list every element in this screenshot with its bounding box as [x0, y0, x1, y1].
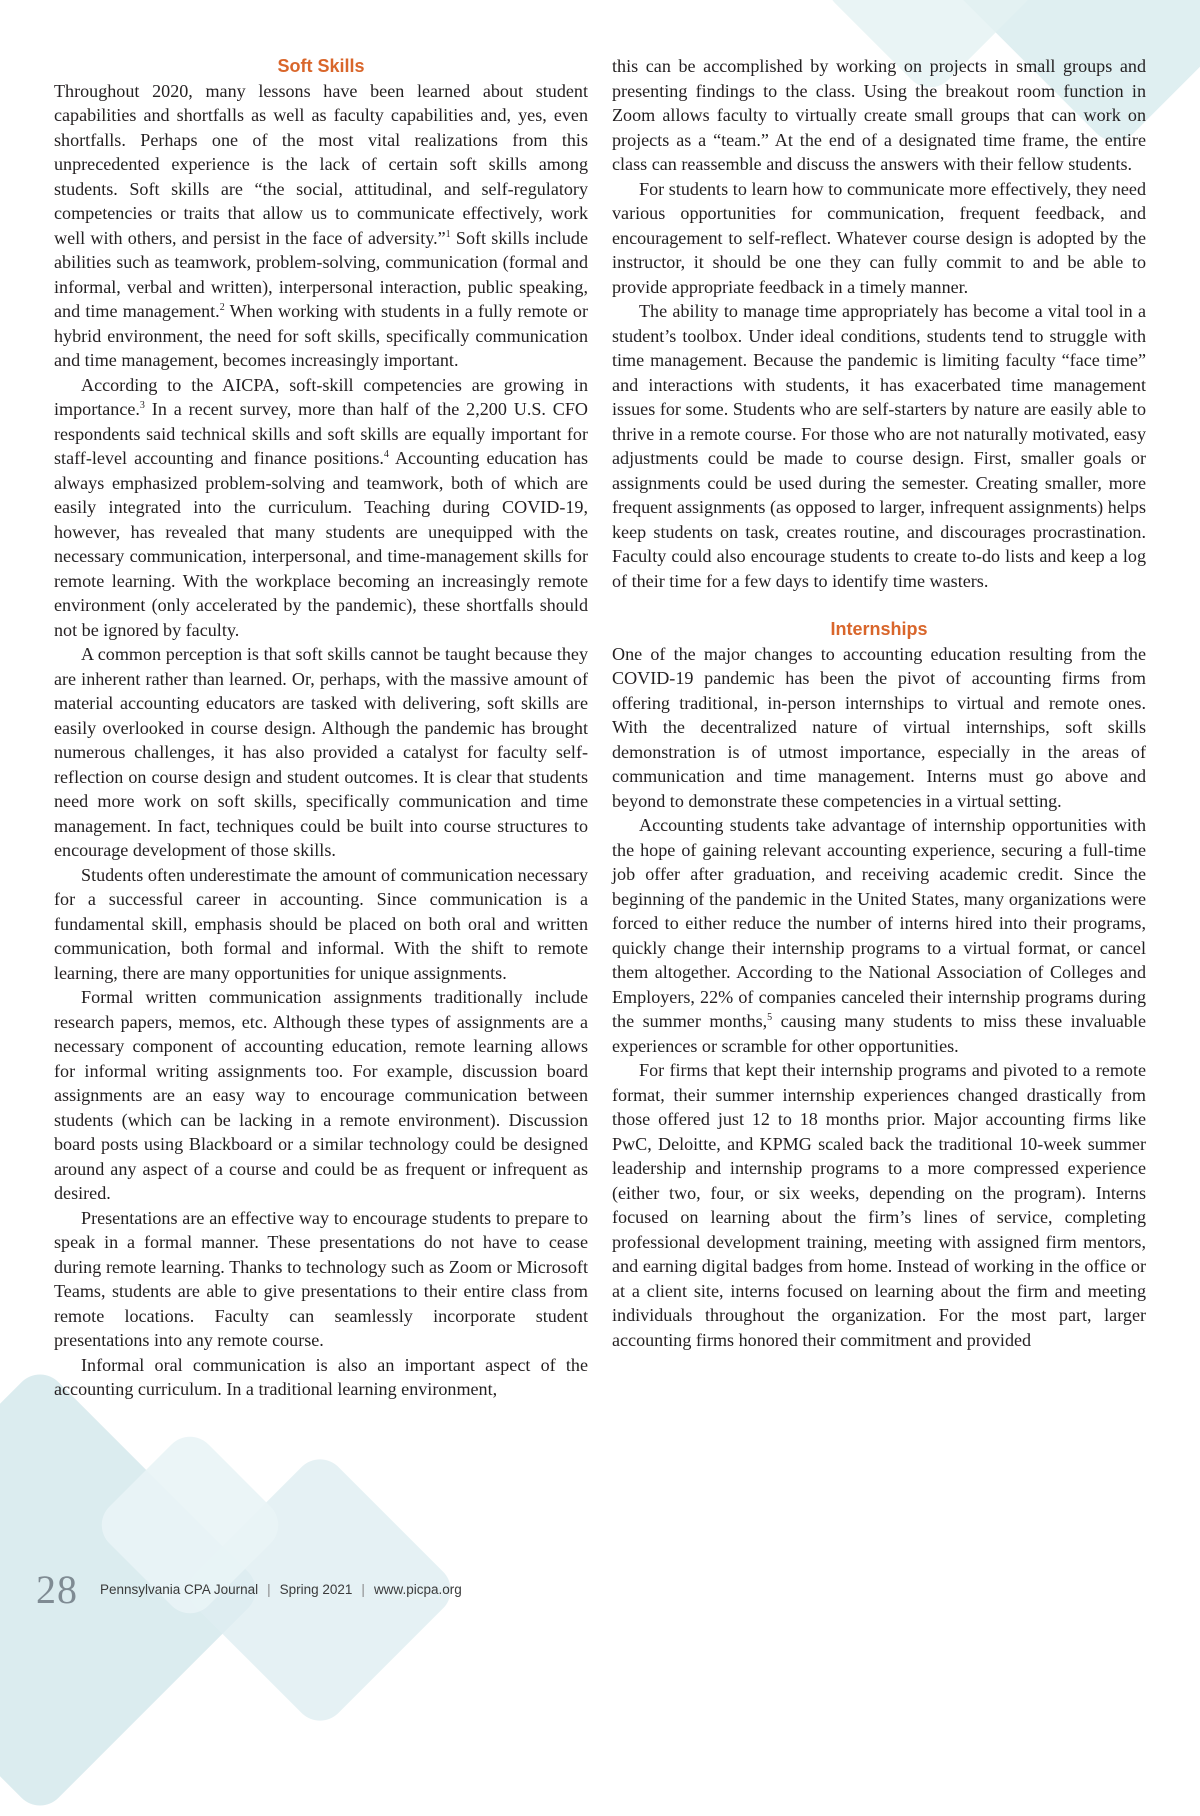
footnote-ref: 1: [445, 228, 451, 240]
footnote-ref: 2: [219, 302, 225, 313]
paragraph: Presentations are an effective way to encourage students to prepare to speak in a formal manner. These presentations do not have to cease during remote learning. Thanks to technology such as Zoom or Microsoft Teams, students are able to give presentations to their entire class from remote locations. Faculty can seamlessly incorporate student presentations into any remote course.: [54, 1207, 588, 1350]
paragraph: For firms that kept their internship programs and pivoted to a remote format, their summer internship experiences changed drastically from those offered just 12 to 18 months prior. Major accounting firms like PwC, Deloitte, and KPMG scaled back the traditional 10-week summer leadership and internship programs to a more compressed experience (either two, four, or six weeks, depending on the program). Interns focused on learning about the firm’s lines of service, completing professional development training, meeting with assigned firm mentors, and earning digital badges from home. Instead of working in the office or at a client site, interns focused on learning about the firm and meeting individuals throughout the organization. For the most part, larger accounting firms honored their commitment and provided: [612, 1060, 1146, 1350]
paragraph: A common perception is that soft skills cannot be taught because they are inherent rather than learned. Or, perhaps, with the massive amount of material accounting educators are tasked with delivering, soft skills are easily overlooked in course design. Although the pandemic has brought numerous challenges, it has also provided a catalyst for faculty self-reflection on course design and student outcomes. It is clear that students need more work on soft skills, specifically communication and time management. In fact, techniques could be built into course structures to encourage development of those skills.: [54, 644, 588, 860]
footnote-ref: 3: [139, 400, 145, 411]
page-footer: [36, 1566, 462, 1612]
paragraph: Accounting students take advantage of internship opportunities with the hope of gaining relevant accounting experience, securing a full-time job offer after graduation, and receiving academic credit. Since the beginning of the pandemic in the United States, many organizations were forced to either reduce the number of interns hired into their programs, quickly change their internship programs to a virtual format, or cancel them altogether. According to the National Association of Colleges and Employers, 22% of companies canceled their internship programs during the summer months,$^5$ causing many students to miss these invaluable experiences or scramble for other opportunities.: [612, 815, 1146, 1056]
section-heading-soft-skills: Soft Skills: [277, 56, 365, 76]
footer-separator: |: [267, 1581, 271, 1597]
page-number: 28: [36, 1566, 78, 1612]
footer-website[interactable]: www.picpa.org: [373, 1581, 462, 1597]
footer-publication: Pennsylvania CPA Journal: [100, 1581, 259, 1597]
paragraph: this can be accomplished by working on projects in small groups and presenting findings to the class. Using the breakout room function in Zoom allows faculty to virtually create small groups that can work on projects as a “team.” At the end of a designated time frame, the entire class can reassemble and discuss the answers with their fellow students.: [612, 56, 1146, 174]
footer-issue: Spring 2021: [279, 1581, 353, 1597]
paragraph: Informal oral communication is also an important aspect of the accounting curriculum. In a traditional learning environment,: [54, 1354, 588, 1399]
section-heading-internships: Internships: [830, 619, 928, 639]
paragraph: Students often underestimate the amount of communication necessary for a successful career in accounting. Since communication is a fundamental skill, emphasis should be placed on both oral and written communication, both formal and informal. With the shift to remote learning, there are many opportunities for unique assignments.: [54, 864, 588, 983]
right-column: [612, 54, 1146, 1352]
left-column: [54, 54, 588, 1402]
paragraph: One of the major changes to accounting education resulting from the COVID-19 pandemic has been the pivot of accounting firms from offering traditional, in-person internships to virtual and remote ones. With the decentralized nature of virtual internships, soft skills demonstration is of utmost importance, especially in the areas of communication and time management. Interns must go above and beyond to demonstrate these competencies in a virtual setting.: [612, 643, 1146, 811]
paragraph: For students to learn how to communicate more effectively, they need various opportunities for communication, frequent feedback, and encouragement to self-reflect. Whatever course design is adopted by the instructor, it should be one they can fully commit to and be able to provide appropriate feedback in a timely manner.: [612, 178, 1146, 297]
footnote-ref: 4: [383, 449, 389, 460]
paragraph: The ability to manage time appropriately has become a vital tool in a student’s toolbox. Under ideal conditions, students tend to struggle with time management. Because the pandemic is limiting faculty “face time” and interactions with students, it has exacerbated time management issues for some. Students who are self-starters by nature are easily able to thrive in a remote course. For those who are not naturally motivated, easy adjustments could be made to course design. First, smaller goals or assignments could be used during the semester. Creating smaller, more frequent assignments (as opposed to larger, infrequent assignments) helps keep students on task, creates routine, and discourages procrastination. Faculty could also encourage students to create to-do lists and keep a log of their time for a few days to identify time wasters.: [612, 301, 1146, 591]
paragraph: Formal written communication assignments traditionally include research papers, memos, etc. Although these types of assignments are a necessary component of accounting education, remote learning allows for informal writing assignments too. For example, discussion board assignments are an easy way to encourage communication between students (which can be lacking in a remote environment). Discussion board posts using Blackboard or a similar technology could be designed around any aspect of a course and could be as frequent or infrequent as desired.: [54, 987, 588, 1203]
footnote-ref: 5: [767, 1012, 773, 1023]
paragraph: According to the AICPA, soft-skill competencies are growing in importance.$^3$ In a recent survey, more than half of the 2,200 U.S. CFO respondents said technical skills and soft skills are equally important for staff-level accounting and finance positions.$^4$ Accounting education has always emphasized problem-solving and teamwork, both of which are easily integrated into the curriculum. Teaching during COVID-19, however, has revealed that many students are unequipped with the necessary communication, interpersonal, and time-management skills for remote learning. With the workplace becoming an increasingly remote environment (only accelerated by the pandemic), these shortfalls should not be ignored by faculty.: [54, 374, 588, 640]
paragraph: Throughout 2020, many lessons have been learned about student capabilities and shortfalls as well as faculty capabilities and, yes, even shortfalls. Perhaps one of the most vital realizations from this unprecedented experience is the lack of certain soft skills among students. Soft skills are “the social, attitudinal, and self-regulatory competencies or traits that allow us to communicate effectively, work well with others, and persist in the face of adversity.”$^1$ Soft skills include abilities such as teamwork, problem-solving, communication (formal and informal, verbal and written), interpersonal interaction, public speaking, and time management.$^2$ When working with students in a fully remote or hybrid environment, the need for soft skills, specifically communication and time management, becomes increasingly important.: [54, 80, 589, 370]
footer-separator: |: [361, 1581, 365, 1597]
